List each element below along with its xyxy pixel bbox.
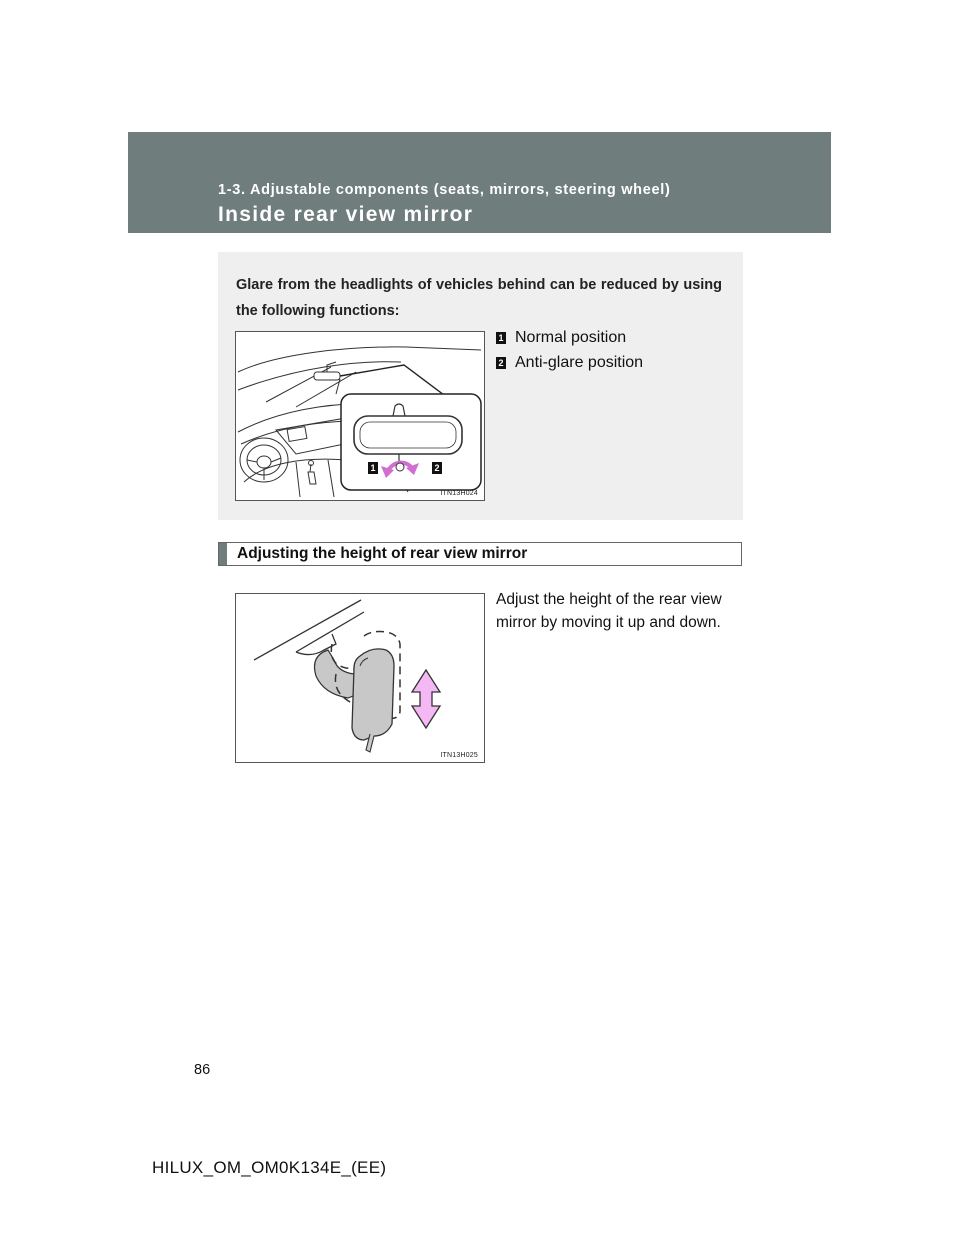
legend-label: Anti-glare position: [515, 354, 644, 371]
legend-label: Normal position: [515, 329, 627, 346]
mirror-height-illustration: [236, 594, 486, 764]
subheading-bar: [219, 543, 227, 565]
figure-code: ITN13H024: [440, 490, 478, 497]
figure-code: ITN13H025: [440, 752, 478, 759]
legend-item-normal: [496, 327, 626, 349]
subheading: [218, 542, 742, 566]
legend-item-anti-glare: [496, 352, 643, 374]
callout-2: 2: [432, 462, 442, 474]
mirror-position-figure: [235, 331, 485, 501]
section-header: [128, 132, 831, 233]
subheading-text: Adjusting the height of rear view mirror: [237, 545, 528, 562]
mirror-height-figure: [235, 593, 485, 763]
body-text: Adjust the height of the rear view mirror by moving it up and down.: [496, 591, 722, 631]
number-badge: 1: [496, 332, 506, 344]
up-down-arrow: [412, 670, 440, 728]
number-badge: 2: [496, 357, 506, 369]
dashboard-illustration: [236, 332, 486, 502]
section-label: 1-3. Adjustable components (seats, mirrors, steering wheel): [218, 182, 671, 198]
document-code: HILUX_OM_OM0K134E_(EE): [152, 1158, 387, 1177]
intro-text: Glare from the headlights of vehicles behind can be reduced by using the following functions:: [236, 277, 722, 319]
page-title: Inside rear view mirror: [218, 203, 474, 226]
callout-1: 1: [368, 462, 378, 474]
page-number: 86: [194, 1062, 211, 1078]
